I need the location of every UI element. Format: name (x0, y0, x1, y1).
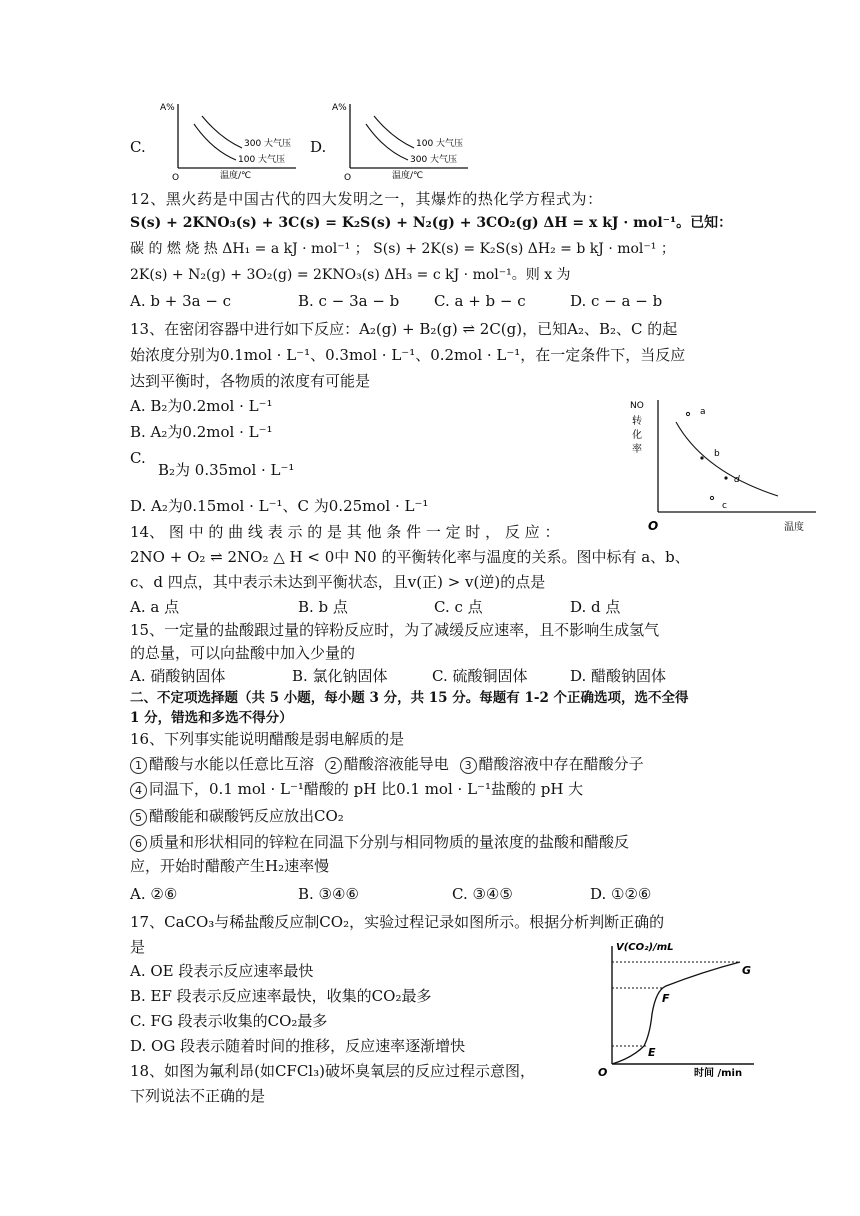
section2-heading-1: 二、不定项选择题（共 5 小题，每小题 3 分，共 15 分。每题有 1-2 个正确选项，选不全得 (130, 690, 689, 706)
q12-option-b: B. c − 3a − b (298, 292, 400, 310)
graph-d-ylabel: A% (332, 103, 347, 113)
q13-line-2: 始浓度分别为0.1mol · L⁻¹、0.3mol · L⁻¹、0.2mol · L⁻¹，在一定条件下，当反应 (130, 346, 686, 364)
q13-option-b: B. A₂为0.2mol · L⁻¹ (130, 423, 273, 441)
q14-graph-xlabel: 温度 (784, 522, 804, 532)
q14-graph-ylabel-3: 化 (632, 430, 642, 441)
q14-point-a: a (700, 407, 706, 417)
q16-statement-row-6 (130, 832, 629, 852)
q15-line-2: 的总量，可以向盐酸中加入少量的 (130, 644, 356, 662)
graph-c-curve-lower: 100 大气压 (238, 155, 286, 165)
graph-d-origin: O (344, 173, 352, 180)
q17-option-a: A. OE 段表示反应速率最快 (130, 962, 314, 980)
q16-statement-row-1 (130, 754, 644, 774)
q17-graph (592, 938, 762, 1078)
q17-option-d: D. OG 段表示随着时间的推移，反应速率逐渐增快 (130, 1037, 466, 1055)
q16-stem: 16、下列事实能说明醋酸是弱电解质的是 (130, 730, 405, 748)
graph-d-curve-lower: 300 大气压 (410, 155, 458, 165)
q16-statement-row-4 (130, 779, 583, 799)
graph-d-curve-upper: 100 大气压 (416, 139, 464, 149)
q14-option-c: C. c 点 (434, 598, 483, 616)
q15-option-b: B. 氯化钠固体 (292, 667, 388, 685)
q13-option-c-text: B₂为 0.35mol · L⁻¹ (158, 461, 295, 479)
q12-line-3: 碳 的 燃 烧 热 ΔH₁ = a kJ · mol⁻¹ ； S(s) + 2K(s) = K₂S(s) ΔH₂ = b kJ · mol⁻¹ ； (130, 241, 675, 257)
q17-point-g: G (742, 964, 752, 977)
q14-point-c: c (722, 501, 727, 511)
q17-option-b: B. EF 段表示反应速率最快，收集的CO₂最多 (130, 987, 432, 1005)
q11-option-d-label: D. (310, 138, 327, 156)
q17-line-1: 17、CaCO₃与稀盐酸反应制CO₂，实验过程记录如图所示。根据分析判断正确的 (130, 913, 665, 931)
q13-option-d: D. A₂为0.15mol · L⁻¹、C 为0.25mol · L⁻¹ (130, 497, 429, 515)
q17-point-e: E (648, 1046, 656, 1059)
q14-point-d: d (734, 475, 740, 485)
graph-c-ylabel: A% (160, 103, 175, 113)
q16-num-1: 1 (130, 757, 147, 774)
q12-option-a: A. b + 3a − c (130, 292, 232, 310)
q12-line-2: S(s) + 2KNO₃(s) + 3C(s) = K₂S(s) + N₂(g) + 3CO₂(g) ΔH = x kJ · mol⁻¹。已知： (130, 215, 733, 231)
q14-option-a: A. a 点 (130, 598, 180, 616)
q16-num-5: 5 (130, 809, 147, 826)
q17-graph-ylabel: V(CO₂)/mL (616, 942, 674, 953)
q16-num-3: 3 (460, 757, 477, 774)
section2-heading-2: 1 分，错选和多选不得分） (130, 710, 293, 726)
q14-line-1: 14、 图 中 的 曲 线 表 示 的 是 其 他 条 件 一 定 时 ， 反 应 ： (130, 523, 560, 541)
q14-graph-ylabel-2: 转 (632, 416, 642, 427)
q12-option-c: C. a + b − c (434, 292, 526, 310)
graph-c-origin: O (172, 173, 180, 180)
q16-s3: 醋酸溶液中存在醋酸分子 (478, 755, 644, 773)
q11-option-c-label: C. (130, 138, 146, 156)
q14-graph-ylabel-4: 率 (632, 444, 642, 455)
q13-line-3: 达到平衡时，各物质的浓度有可能是 (130, 372, 371, 390)
q13-option-c-label: C. (130, 449, 146, 467)
q16-s6b: 应，开始时醋酸产生H₂速率慢 (130, 857, 330, 875)
q17-graph-origin: O (598, 1066, 608, 1078)
q16-statement-row-5 (130, 806, 344, 826)
q14-line-3: c、d 四点，其中表示未达到平衡状态，且v(正) > v(逆)的点是 (130, 573, 546, 591)
q14-graph-origin: O (648, 519, 659, 532)
q14-graph (620, 392, 820, 532)
q16-s6a: 质量和形状相同的锌粒在同温下分别与相同物质的量浓度的盐酸和醋酸反 (149, 833, 630, 851)
graph-c-curve-upper: 300 大气压 (244, 139, 292, 149)
q16-s4: 同温下，0.1 mol · L⁻¹醋酸的 pH 比0.1 mol · L⁻¹盐酸的 pH 大 (149, 780, 584, 798)
q14-graph-ylabel-1: NO (630, 401, 644, 411)
q16-num-4: 4 (130, 782, 147, 799)
q16-s1: 醋酸与水能以任意比互溶 (149, 755, 315, 773)
graph-c-xlabel: 温度/℃ (220, 171, 252, 180)
q12-line-1: 12、黑火药是中国古代的四大发明之一，其爆炸的热化学方程式为： (130, 190, 603, 208)
q16-option-b: B. ③④⑥ (298, 885, 359, 903)
q14-option-d: D. d 点 (570, 598, 621, 616)
q15-option-d: D. 醋酸钠固体 (570, 667, 667, 685)
q16-num-2: 2 (325, 757, 342, 774)
q14-option-b: B. b 点 (298, 598, 348, 616)
q16-option-a: A. ②⑥ (130, 885, 178, 903)
q18-line-2: 下列说法不正确的是 (130, 1087, 266, 1105)
q16-s2: 醋酸溶液能导电 (343, 755, 449, 773)
q14-point-b: b (714, 449, 720, 459)
q15-line-1: 15、一定量的盐酸跟过量的锌粉反应时，为了减缓反应速率，且不影响生成氢气 (130, 621, 660, 639)
q12-line-4: 2K(s) + N₂(g) + 3O₂(g) = 2KNO₃(s) ΔH₃ = c kJ · mol⁻¹。则 x 为 (130, 267, 571, 283)
q16-num-6: 6 (130, 835, 147, 852)
q15-option-a: A. 硝酸钠固体 (130, 667, 226, 685)
q16-option-c: C. ③④⑤ (452, 885, 513, 903)
q18-line-1: 18、如图为氟利昂(如CFCl₃)破坏臭氧层的反应过程示意图， (130, 1062, 535, 1080)
q11-graph-c (160, 98, 300, 180)
q14-line-2: 2NO + O₂ ⇌ 2NO₂ △ H < 0中 N0 的平衡转化率与温度的关系。图中标有 a、b、 (130, 548, 690, 566)
q17-option-c: C. FG 段表示收集的CO₂最多 (130, 1012, 328, 1030)
q13-line-1: 13、在密闭容器中进行如下反应：A₂(g) + B₂(g) ⇌ 2C(g)，已知A₂、B₂、C 的起 (130, 320, 678, 338)
q16-s5: 醋酸能和碳酸钙反应放出CO₂ (149, 807, 344, 825)
q11-graph-d (332, 98, 472, 180)
q13-option-a: A. B₂为0.2mol · L⁻¹ (130, 397, 273, 415)
graph-d-xlabel: 温度/℃ (392, 171, 424, 180)
q12-option-d: D. c − a − b (570, 292, 663, 310)
q15-option-c: C. 硫酸铜固体 (432, 667, 528, 685)
q17-graph-xlabel: 时间 /min (694, 1068, 743, 1078)
q17-line-2: 是 (130, 938, 146, 956)
q17-point-f: F (662, 992, 670, 1005)
q16-option-d: D. ①②⑥ (590, 885, 652, 903)
